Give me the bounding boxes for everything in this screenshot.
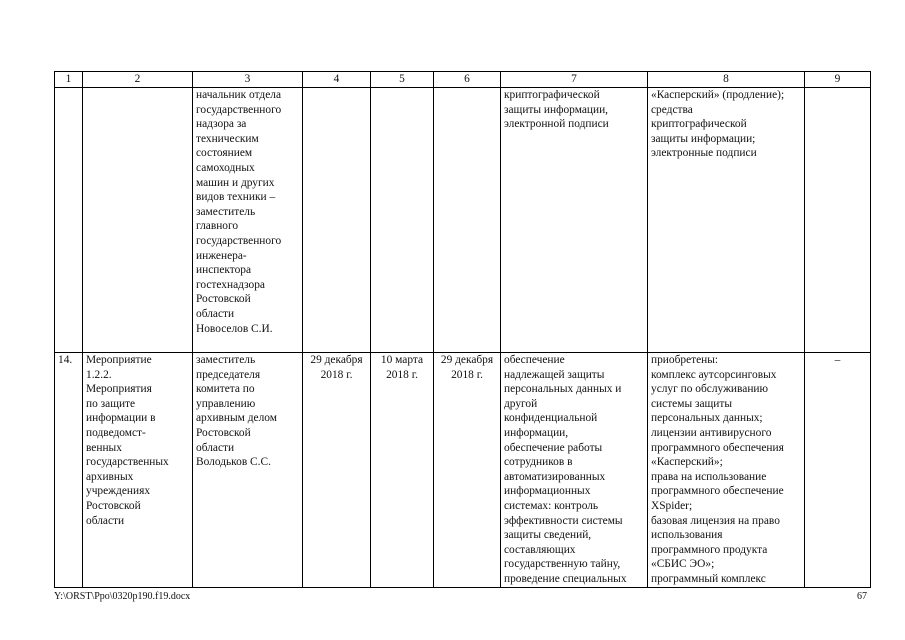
column-number-row — [55, 72, 871, 88]
note-cell: – — [805, 353, 871, 588]
activity-cell: Мероприятие 1.2.2. Мероприятия по защите информации в подведомст- венных государственных архивных учреждениях Ростовской области — [83, 353, 193, 588]
column-number: 9 — [805, 72, 871, 88]
column-number: 7 — [501, 72, 648, 88]
actual-result-cell: приобретены: комплекс аутсорсинговых услуг по обслуживанию системы защиты персональных данных; лицензии антивирусного программного обеспечения «Касперский»; права на использование программного обеспечение XSpider; базовая лицензия на право использования программного продукта «СБИС ЭО»; программный комплекс — [648, 353, 805, 588]
start-date-cell: 10 марта 2018 г. — [371, 353, 434, 588]
end-date-cell — [434, 88, 501, 353]
column-number: 2 — [83, 72, 193, 88]
activity-cell — [83, 88, 193, 353]
row-number-cell — [55, 88, 83, 353]
column-number: 6 — [434, 72, 501, 88]
start-date-cell — [371, 88, 434, 353]
column-number: 4 — [303, 72, 371, 88]
table-row — [55, 353, 871, 588]
column-number: 8 — [648, 72, 805, 88]
end-date-cell: 29 декабря 2018 г. — [434, 353, 501, 588]
expected-result-cell: обеспечение надлежащей защиты персональных данных и другой конфиденциальной информации, обеспечение работы сотрудников в автоматизированных информационных системах: контроль эффективности системы защиты сведений, составляющих государственную тайну, проведение специальных — [501, 353, 648, 588]
planned-date-cell — [303, 88, 371, 353]
actual-result-cell: «Касперский» (продление); средства криптографической защиты информации; электронные подписи — [648, 88, 805, 353]
table-row — [55, 88, 871, 353]
column-number: 5 — [371, 72, 434, 88]
column-number: 1 — [55, 72, 83, 88]
responsible-person-cell: заместитель председателя комитета по управлению архивным делом Ростовской области Володьков С.С. — [193, 353, 303, 588]
document-file-path: Y:\ORST\Ppo\0320p190.f19.docx — [54, 591, 191, 602]
page-number: 67 — [857, 591, 867, 602]
document-table — [54, 71, 871, 588]
planned-date-cell: 29 декабря 2018 г. — [303, 353, 371, 588]
row-number-cell: 14. — [55, 353, 83, 588]
note-cell — [805, 88, 871, 353]
column-number: 3 — [193, 72, 303, 88]
responsible-person-cell: начальник отдела государственного надзора за техническим состоянием самоходных машин и других видов техники – заместитель главного государственного инженера- инспектора гостехнадзора Ростовской области Новоселов С.И. — [193, 88, 303, 353]
expected-result-cell: криптографической защиты информации, электронной подписи — [501, 88, 648, 353]
